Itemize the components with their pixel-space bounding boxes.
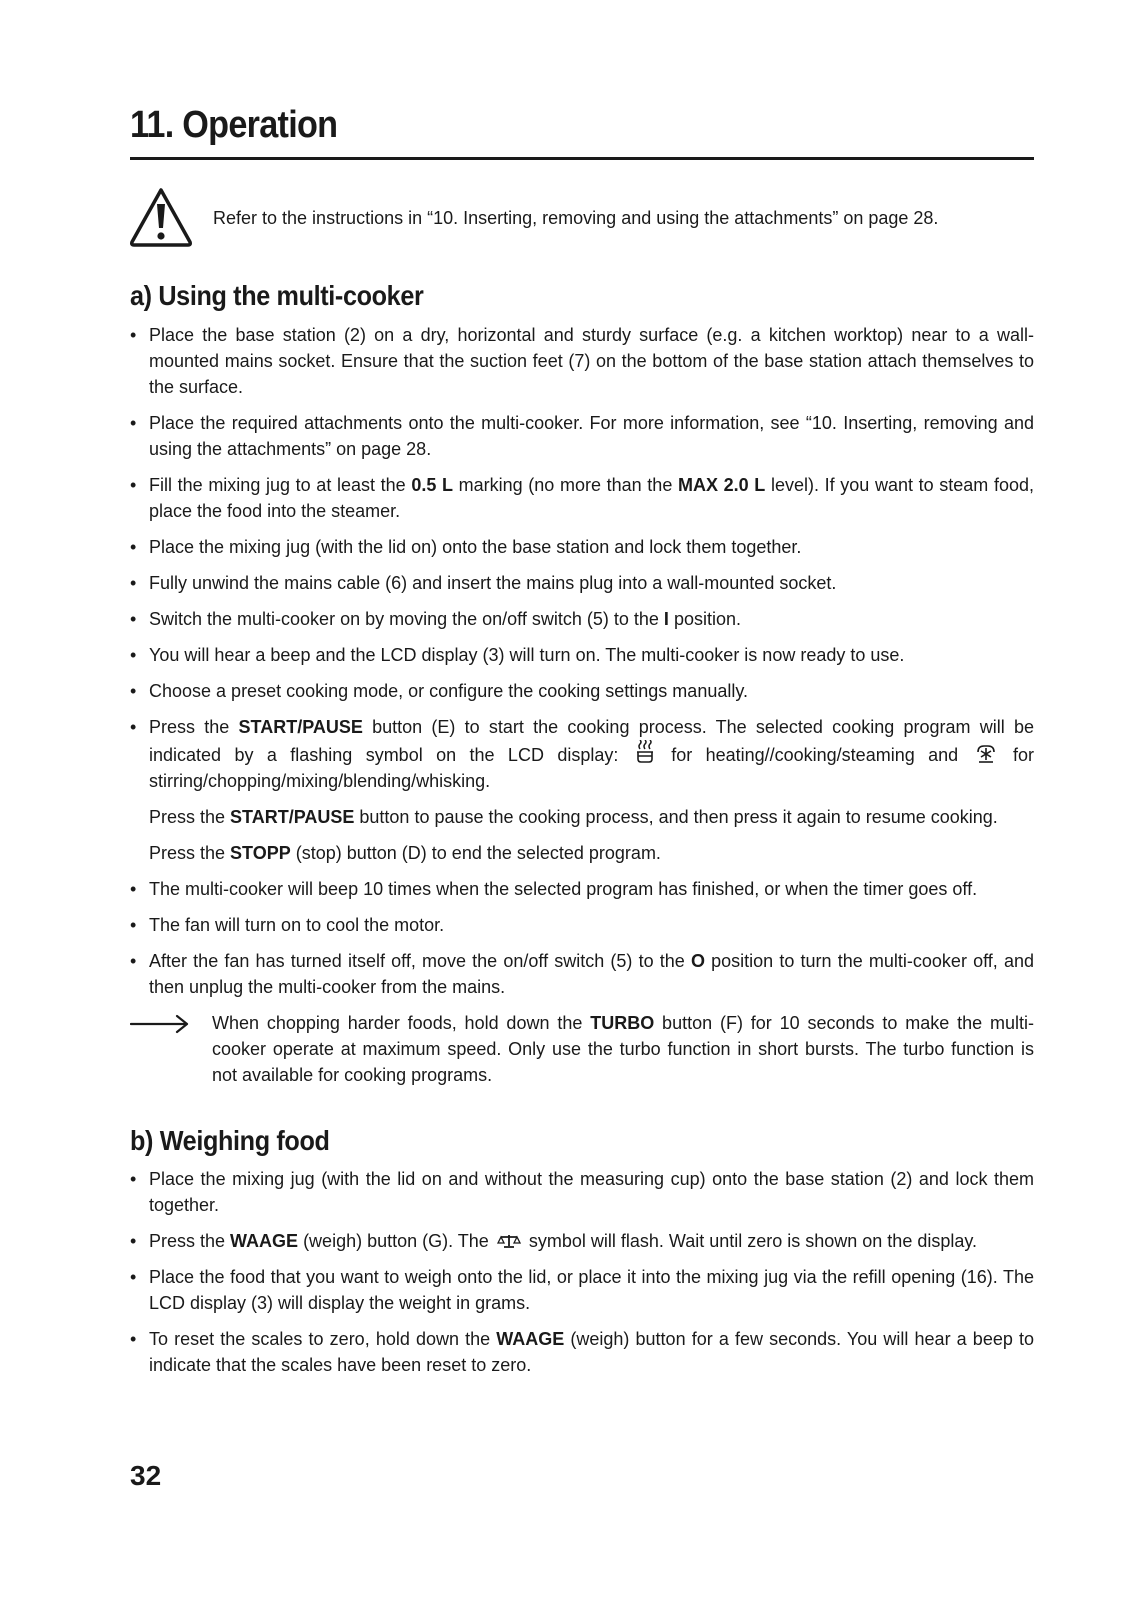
item-text: Place the base station (2) on a dry, horizontal and sturdy surface (e.g. a kitchen worktop) near to a wall-mounted mains socket. Ensure that the suction feet (7) on the bottom of the base station attach themselves to the surface.: [149, 325, 1034, 397]
bullet: •: [130, 537, 137, 557]
bullet: •: [130, 1231, 137, 1251]
bullet: •: [130, 573, 137, 593]
bullet: •: [130, 645, 137, 665]
item-text: Fill the mixing jug to at least the: [149, 475, 412, 495]
bullet: •: [130, 879, 137, 899]
bullet: •: [130, 681, 137, 701]
bullet: •: [130, 325, 137, 345]
list-item-continuation: [130, 840, 1034, 866]
list-item-continuation: [130, 804, 1034, 830]
list-item: [130, 912, 1034, 938]
item-text: After the fan has turned itself off, move the on/off switch (5) to the: [149, 951, 691, 971]
off-position-label: O: [690, 951, 705, 971]
waage-label: WAAGE: [496, 1329, 565, 1349]
item-text: (stop) button (D) to end the selected program.: [290, 843, 661, 863]
warning-triangle-icon: [128, 186, 194, 248]
item-text: Place the required attachments onto the multi-cooker. For more information, see “10. Inserting, removing and using the attachments” on page 28.: [149, 413, 1034, 459]
on-position-label: I: [663, 609, 669, 629]
bullet: •: [130, 1169, 137, 1189]
list-item: [130, 1166, 1034, 1218]
list-item: [130, 322, 1034, 400]
item-text: marking (no more than the: [452, 475, 678, 495]
bullet: •: [130, 1267, 137, 1287]
item-text: Place the food that you want to weigh onto the lid, or place it into the mixing jug via the refill opening (16). The LCD display (3) will display the weight in grams.: [149, 1267, 1034, 1313]
arrow-right-icon: [130, 1014, 190, 1034]
item-text: (weigh) button for a few seconds. You will hear a beep to indicate that the scales have been reset to zero.: [149, 1329, 1034, 1375]
item-text: button to pause the cooking process, and then press it again to resume cooking.: [354, 807, 998, 827]
item-text: Fully unwind the mains cable (6) and insert the mains plug into a wall-mounted socket.: [149, 573, 837, 593]
item-text: Place the mixing jug (with the lid on and without the measuring cup) onto the base station (2) and lock them together.: [149, 1169, 1034, 1215]
bullet: •: [130, 717, 137, 737]
max-level-marking: MAX 2.0 L: [677, 475, 766, 495]
item-text: You will hear a beep and the LCD display (3) will turn on. The multi-cooker is now ready to use.: [149, 645, 905, 665]
page-title: 11. Operation: [130, 104, 338, 146]
item-text: position.: [668, 609, 741, 629]
section-b-heading: b) Weighing food: [130, 1125, 330, 1156]
steaming-pot-icon: [635, 740, 655, 764]
item-text: The fan will turn on to cool the motor.: [149, 915, 445, 935]
turbo-label: TURBO: [590, 1013, 655, 1033]
list-item: [130, 876, 1034, 902]
list-item: [130, 642, 1034, 668]
warning-text: Refer to the instructions in “10. Inserting, removing and using the attachments” on page 28.: [213, 208, 939, 228]
bullet: •: [130, 951, 137, 971]
bullet: •: [130, 413, 137, 433]
title-underline: [130, 157, 1034, 160]
item-text: for stirring/chopping/mixing/blending/whisking.: [149, 745, 1034, 791]
item-text: Press the: [149, 1231, 231, 1251]
item-text: Press the: [149, 843, 231, 863]
section-a-heading: a) Using the multi-cooker: [130, 280, 424, 311]
turbo-note: [130, 1010, 1034, 1088]
scale-icon: [497, 1232, 521, 1250]
note-text: button (F) for 10 seconds to make the multi-cooker operate at maximum speed. Only use the turbo function in short bursts. The turbo function is not available for cooking programs.: [212, 1013, 1035, 1085]
section-a-list: [130, 322, 1034, 1088]
list-item: [130, 606, 1034, 632]
stopp-label: STOPP: [230, 843, 291, 863]
bullet: •: [130, 475, 137, 495]
bullet: •: [130, 915, 137, 935]
page-number: 32: [130, 1460, 162, 1491]
list-item: [130, 472, 1034, 524]
list-item: [130, 948, 1034, 1000]
item-text: To reset the scales to zero, hold down the: [149, 1329, 497, 1349]
note-text: When chopping harder foods, hold down the: [212, 1013, 591, 1033]
item-text: Switch the multi-cooker on by moving the on/off switch (5) to the: [149, 609, 664, 629]
start-pause-label: START/PAUSE: [238, 717, 363, 737]
list-item: [130, 1326, 1034, 1378]
item-text: Choose a preset cooking mode, or configure the cooking settings manually.: [149, 681, 749, 701]
item-text: level). If you want to steam food, place the food into the steamer.: [149, 475, 1034, 521]
list-item: [130, 714, 1034, 794]
item-text: position to turn the multi-cooker off, and then unplug the multi-cooker from the mains.: [149, 951, 1034, 997]
list-item: [130, 1228, 1034, 1254]
start-pause-label: START/PAUSE: [230, 807, 355, 827]
list-item: [130, 570, 1034, 596]
item-text: symbol will flash. Wait until zero is shown on the display.: [528, 1231, 978, 1251]
list-item: [130, 534, 1034, 560]
item-text: button (E) to start the cooking process. The selected cooking program will be indicated by a flashing symbol on the LCD display:: [149, 717, 1034, 765]
list-item: [130, 410, 1034, 462]
min-level-marking: 0.5 L: [411, 475, 453, 495]
item-text: The multi-cooker will beep 10 times when the selected program has finished, or when the timer goes off.: [149, 879, 978, 899]
waage-label: WAAGE: [230, 1231, 299, 1251]
item-text: (weigh) button (G). The: [298, 1231, 489, 1251]
bullet: •: [130, 1329, 137, 1349]
stirring-blade-icon: [975, 744, 997, 764]
item-text: Press the: [149, 807, 231, 827]
list-item: [130, 1264, 1034, 1316]
item-text: Place the mixing jug (with the lid on) onto the base station and lock them together.: [149, 537, 802, 557]
item-text: Press the: [149, 717, 239, 737]
list-item: [130, 678, 1034, 704]
section-b-list: [130, 1166, 1034, 1388]
bullet: •: [130, 609, 137, 629]
item-text: for heating//cooking/steaming and: [671, 745, 959, 765]
